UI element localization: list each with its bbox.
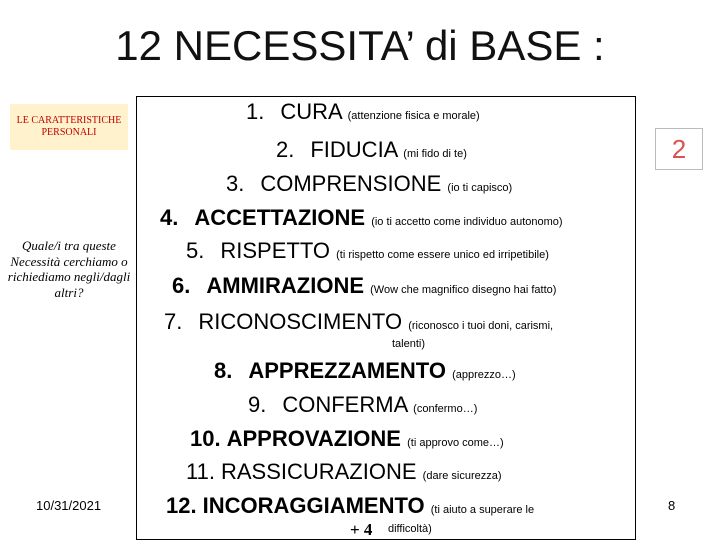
need-number: 10. [190,426,221,451]
need-note: (io ti capisco) [447,182,513,194]
need-note: (io ti accetto come individuo autonomo) [371,216,563,228]
slide-badge: 2 [655,128,703,170]
need-number: 1. [246,99,265,124]
need-item-12 [166,495,534,517]
need-item-6 [172,275,556,297]
need-item-9 [248,394,477,416]
need-note: (apprezzo…) [452,369,516,381]
need-label: CURA [280,99,342,124]
need-label: AMMIRAZIONE [206,273,365,298]
need-label: APPROVAZIONE [226,426,401,451]
need-number: 2. [276,137,295,162]
need-number: 8. [214,358,233,383]
need-note: (attenzione fisica e morale) [347,110,480,122]
need-number: 5. [186,238,205,263]
need-label: COMPRENSIONE [260,171,442,196]
need-note: (dare sicurezza) [422,470,502,482]
need-note: (riconosco i tuoi doni, carismi, [408,320,554,332]
need-label: RICONOSCIMENTO [198,309,403,334]
need-number: 3. [226,171,245,196]
need-note: (Wow che magnifico disegno hai fatto) [370,284,557,296]
need-number: 11. [186,459,215,484]
need-label: FIDUCIA [310,137,398,162]
need-item-10 [190,428,504,450]
need-note: (ti aiuto a superare le [430,504,535,516]
need-note: (ti rispetto come essere unico ed irripetibile) [336,249,549,261]
need-label: INCORAGGIAMENTO [202,493,425,518]
need-label: ACCETTAZIONE [194,205,366,230]
need-number: 12. [166,493,197,518]
question-text: Quale/i tra queste Necessità cerchiamo o richiediamo negli/dagli altri? [7,238,131,300]
need-item-2 [276,139,467,161]
need-label: RASSICURAZIONE [220,459,417,484]
need-label: APPREZZAMENTO [248,358,446,383]
need-note-continued: talenti) [392,338,426,350]
need-item-1 [246,101,480,123]
need-item-5 [186,240,549,262]
need-note: (mi fido di te) [403,148,467,160]
need-item-4 [160,207,563,229]
slide-date: 10/31/2021 [36,498,102,513]
need-note-continued: difficoltà) [388,523,432,535]
need-note: (confermo…) [413,403,478,415]
need-item-7 [164,311,553,333]
need-item-11 [186,461,502,483]
need-item-8 [214,360,516,382]
need-label: RISPETTO [220,238,330,263]
extra-needs-label: + 4 [350,520,373,539]
page-number: 8 [668,498,676,513]
need-number: 4. [160,205,179,230]
need-item-3 [226,173,512,195]
need-number: 9. [248,392,267,417]
need-note: (ti approvo come…) [407,437,504,449]
need-number: 6. [172,273,191,298]
slide-title: 12 NECESSITA’ di BASE : [115,22,605,69]
need-number: 7. [164,309,183,334]
personal-traits-note: LE CARATTERISTICHE PERSONALI [10,104,128,150]
need-label: CONFERMA [282,392,408,417]
